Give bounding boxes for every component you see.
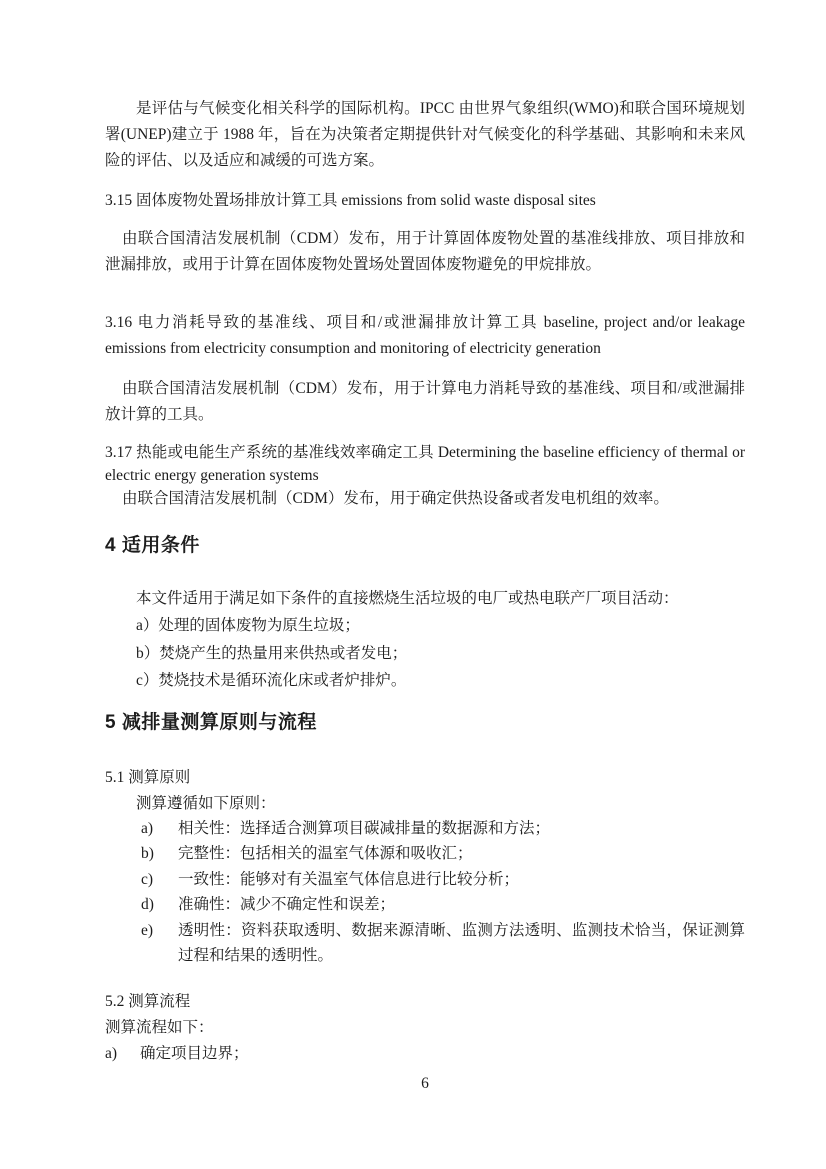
principle-item-b-text: 完整性：包括相关的温室气体源和吸收汇； — [178, 845, 473, 862]
principle-item-b — [141, 841, 745, 867]
principle-item-a-text: 相关性：选择适合测算项目碳减排量的数据源和方法； — [178, 819, 551, 837]
section-4-intro: 本文件适用于满足如下条件的直接燃烧生活垃圾的电厂或热电联产厂项目活动： — [136, 590, 679, 607]
section-5-2-heading: 5.2 测算流程 — [105, 992, 191, 1010]
principle-item-c-text: 一致性：能够对有关温室气体信息进行比较分析； — [178, 870, 520, 888]
section-5-1-heading: 5.1 测算原则 — [105, 768, 191, 786]
procedure-item-a-label: a) — [105, 1044, 118, 1062]
section-4-item-b: b）焚烧产生的热量用来供热或者发电； — [136, 644, 408, 662]
section-4-heading: 4 适用条件 — [105, 535, 200, 556]
principle-item-d-label: d) — [141, 896, 154, 913]
term-3-15-heading: 3.15 固体废物处置场排放计算工具 emissions from solid waste disposal sites — [105, 192, 596, 209]
term-3-17-body: 由联合国清洁发展机制（CDM）发布，用于确定供热设备或者发电机组的效率。 — [122, 490, 669, 507]
principle-item-e-label: e) — [141, 921, 154, 939]
principle-item-d-text: 准确性：减少不确定性和误差； — [178, 896, 396, 913]
term-3-16-body: 由联合国清洁发展机制（CDM）发布，用于计算电力消耗导致的基准线、项目和/或泄漏排放计算的工具。 — [105, 380, 745, 423]
section-5-2-intro: 测算流程如下： — [105, 1018, 214, 1036]
section-5-1-intro: 测算遵循如下原则： — [136, 794, 276, 812]
principle-item-a — [141, 816, 745, 842]
procedure-item-a-text: 确定项目边界； — [140, 1044, 249, 1062]
principle-item-d — [141, 892, 745, 918]
principle-item-c-label: c) — [141, 870, 154, 888]
section-4-item-a: a）处理的固体废物为原生垃圾； — [136, 617, 360, 634]
term-3-16-heading: 3.16 电力消耗导致的基准线、项目和/或泄漏排放计算工具 baseline, project and/or leakage emissions from electricity consumption and monitoring of electricity generation — [105, 314, 745, 357]
principle-item-b-label: b) — [141, 845, 154, 862]
page-number: 6 — [421, 1074, 429, 1092]
section-5-heading: 5 减排量测算原则与流程 — [105, 711, 317, 733]
principle-item-e — [141, 918, 745, 969]
principle-item-a-label: a) — [141, 819, 154, 837]
principle-item-e-text: 透明性：资料获取透明、数据来源清晰、监测方法透明、监测技术恰当，保证测算过程和结果的透明性。 — [178, 921, 745, 964]
section-4-item-c: c）焚烧技术是循环流化床或者炉排炉。 — [136, 672, 407, 689]
procedure-item-a — [105, 1041, 745, 1067]
term-3-17-heading: 3.17 热能或电能生产系统的基准线效率确定工具 Determining the baseline efficiency of thermal or electric energy generation systems — [105, 444, 745, 484]
term-3-15-body: 由联合国清洁发展机制（CDM）发布，用于计算固体废物处置的基准线排放、项目排放和泄漏排放，或用于计算在固体废物处置场处置固体废物避免的甲烷排放。 — [105, 230, 745, 273]
ipcc-definition-paragraph: 是评估与气候变化相关科学的国际机构。IPCC 由世界气象组织(WMO)和联合国环境规划署(UNEP)建立于 1988 年，旨在为决策者定期提供针对气候变化的科学基础、其影响和未来风险的评估、以及适应和减缓的可选方案。 — [105, 100, 745, 169]
principle-item-c — [141, 867, 745, 893]
